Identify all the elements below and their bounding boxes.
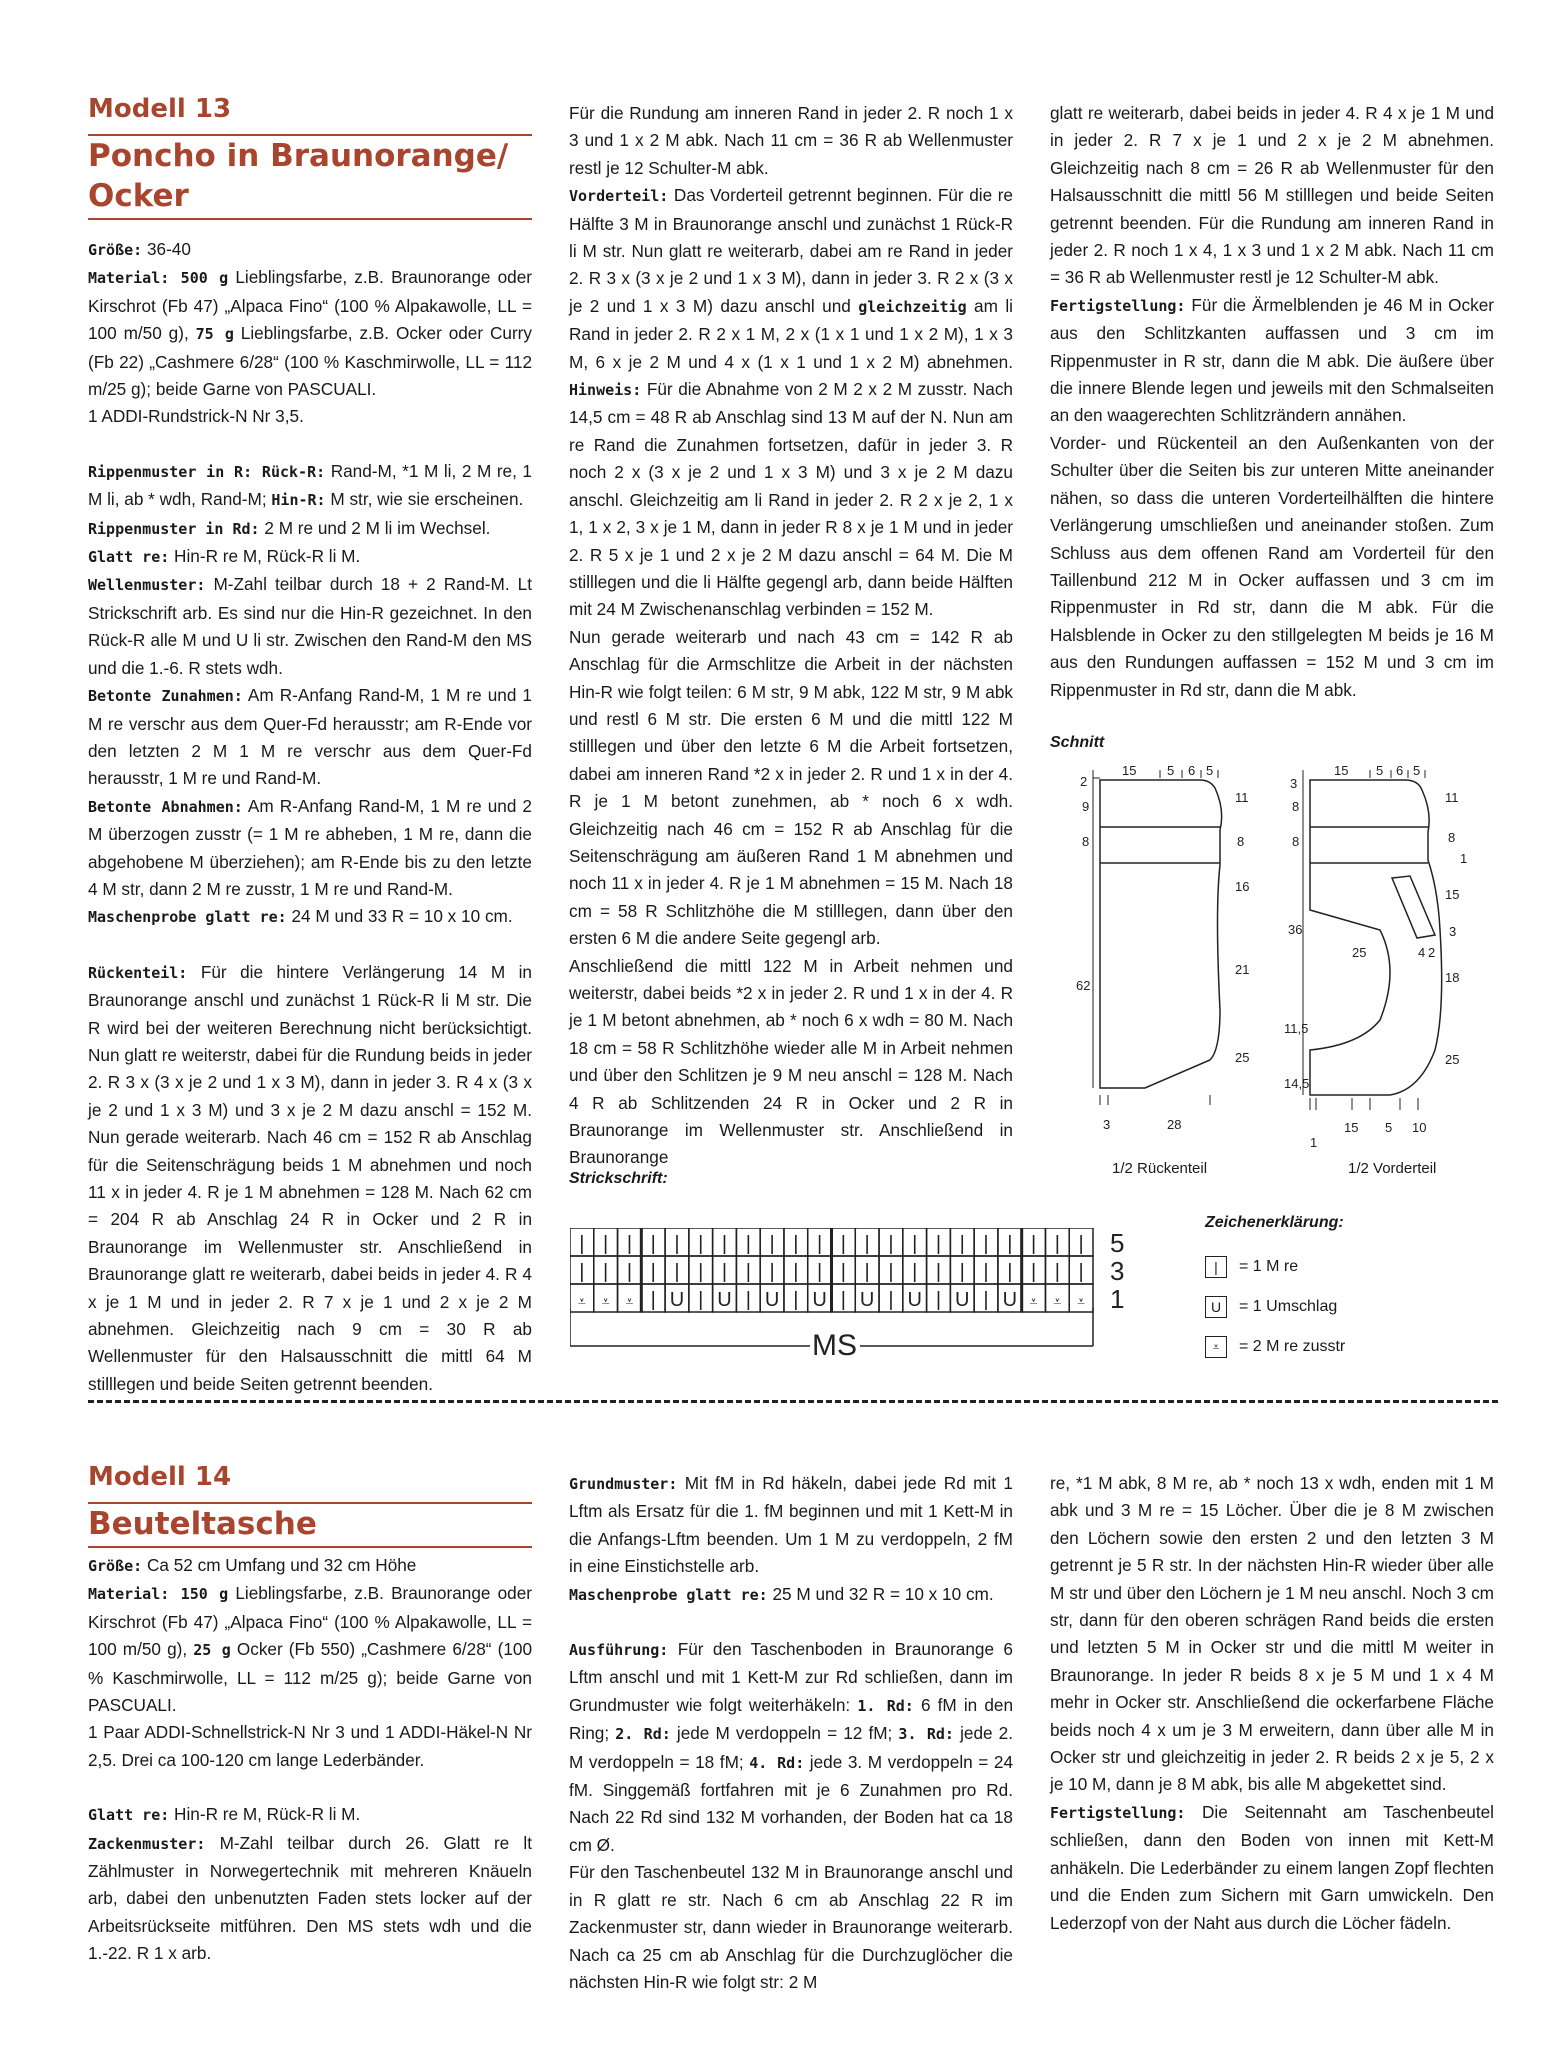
m13-col3-para-b: Vorder- und Rückenteil an den Außenkanten von der Schulter über die Seiten bis zur unteren Mitte aneinander nähen, so dass die unteren Vorderteilhälften die hintere Verlängerung umschließen und aneinander stoßen. Zum Schluss aus dem offenen Rand am Vorderteil für den Taillenbund 212 M in Ocker auffassen und 3 cm im Rippenmuster in Rd str, dann die M abk. Für die Halsblende in Ocker zu den stillgelegten M beids je 16 M aus den Rundungen auffassen = 152 M und 3 cm im Rippenmuster in Rd str, dann die M abk. xyxy=(1050,432,1494,700)
bag-stockinette-text: Hin-R re M, Rück-R li M. xyxy=(169,1804,361,1825)
knit-cell-icon: | xyxy=(959,1233,965,1255)
modell-14-rule-bottom xyxy=(88,1546,532,1548)
knit-cell-icon: | xyxy=(912,1261,918,1283)
knit-symbol-icon: | xyxy=(1205,1256,1227,1278)
round-2-label: 2. Rd: xyxy=(615,1725,671,1744)
size-value: 36-40 xyxy=(142,239,191,259)
knit-cell-icon: | xyxy=(1030,1233,1037,1255)
yarnover-cell-icon: U xyxy=(859,1289,875,1311)
front-text-a: Das Vorderteil getrennt beginnen. Für die re Hälfte 3 M in Braunorange anschl und zunächst 1 Rück-R li M str. Nun glatt re weiterarb, dabei am re Rand in jeder 2. R 3 x (3 x je 2 und 1 x 3 M), dann in jeder 3. R 2 x (3 x je 2 und 1 x 3 M) dazu anschl und xyxy=(569,185,1013,316)
dim-front-15b: 15 xyxy=(1344,1120,1359,1135)
material-text-2: Lieblingsfarbe, z.B. Ocker oder Curry (Fb 22) „Cashmere 6/28“ (100 % Kaschmirwolle, LL = 112 m/25 g); beide Garne von PASCUALI. xyxy=(88,323,532,400)
execution-text-c: jede M verdoppeln = 12 fM; xyxy=(670,1723,899,1744)
knit-cell-icon: | xyxy=(698,1289,704,1311)
dim-front-5: 5 xyxy=(1376,763,1384,778)
dim-back-6: 6 xyxy=(1188,763,1196,778)
m14-col-3 xyxy=(1050,1470,1494,1937)
dim-front-8b: 8 xyxy=(1292,834,1300,849)
yarnover-cell-icon: U xyxy=(812,1289,827,1311)
yarnover-cell-icon: U xyxy=(669,1289,685,1311)
zigzag-label: Zackenmuster: xyxy=(88,1834,206,1853)
dim-front-115: 11,5 xyxy=(1284,1021,1309,1036)
knit-cell-icon: | xyxy=(579,1233,585,1255)
knit-cell-icon: | xyxy=(650,1233,656,1255)
yarnover-cell-icon: U xyxy=(717,1289,732,1311)
bag-size-value: Ca 52 cm Umfang und 32 cm Höhe xyxy=(142,1555,417,1575)
knit-cell-icon: | xyxy=(888,1289,894,1311)
dim-back-15: 15 xyxy=(1122,763,1137,778)
m13-col3-para-a: glatt re weiterarb, dabei beids in jeder 4. R 4 x je 1 M und in jeder 2. R 7 x je 1 und 2 x je 2 M abnehmen. Gleichzeitig nach 8 cm = 26 R ab Wellenmuster für den Halsausschnitt die mittl 56 M stilllegen und beide Seiten getrennt beenden. Für die Rundung am inneren Rand in jeder 2. R noch 1 x 4, 1 x 3 und 1 x 2 M abk. Nach 11 cm = 36 R ab Wellenmuster restl je 12 Schulter-M abk. xyxy=(1050,103,1494,288)
k2tog-symbol-icon: ⩡ xyxy=(1205,1336,1227,1358)
modell-13-title xyxy=(88,136,508,216)
strickschrift-label: Strickschrift: xyxy=(569,1170,668,1187)
knit-cell-icon: | xyxy=(674,1261,680,1283)
dim-back-5b: 5 xyxy=(1206,763,1214,778)
knit-cell-icon: | xyxy=(864,1233,870,1255)
legend-yo xyxy=(1205,1296,1337,1318)
knit-cell-icon: | xyxy=(817,1233,823,1255)
bag-needles-text: 1 Paar ADDI-Schnellstrick-N Nr 3 und 1 ADDI-Häkel-N Nr 2,5. Drei ca 100-120 cm lange Lederbänder. xyxy=(88,1722,532,1770)
dim-front-15: 15 xyxy=(1334,763,1349,778)
back-piece-label: 1/2 Rückenteil xyxy=(1112,1160,1208,1177)
schnitt-label: Schnitt xyxy=(1050,734,1105,751)
m14-col-2 xyxy=(569,1470,1013,1996)
rib-row-label: Rippenmuster in R: Rück-R: xyxy=(88,462,326,481)
knit-cell-icon: | xyxy=(888,1261,894,1283)
knit-cell-icon: | xyxy=(721,1233,728,1255)
yarnover-symbol-icon: U xyxy=(1205,1296,1227,1318)
m14-col-1 xyxy=(88,1552,532,1968)
dim-front-25: 25 xyxy=(1352,945,1367,960)
front-text-b: am li Rand in jeder 2. R 2 x 1 M, 2 x (1 x 1 und 1 x 2 M), 1 x 3 M, 6 x je 2 M und 4 x (1 x 1 und 1 x 2 M) abnehmen. xyxy=(569,295,1013,372)
dim-front-25r: 25 xyxy=(1445,1052,1460,1067)
dim-front-2: 2 xyxy=(1428,945,1436,960)
dim-front-8: 8 xyxy=(1292,799,1300,814)
wave-label: Wellenmuster: xyxy=(88,576,206,595)
knit-cell-icon: | xyxy=(769,1233,775,1255)
knit-cell-icon: | xyxy=(1054,1233,1060,1255)
dim-front-10: 10 xyxy=(1412,1120,1427,1135)
dim-back-2: 2 xyxy=(1080,774,1088,789)
wave-text: M-Zahl teilbar durch 18 + 2 Rand-M. Lt Strickschrift arb. Es sind nur die Hin-R gezeichnet. In den Rück-R alle M und U li str. Zwischen den Rand-M den MS und die 1.-6. R stets wdh. xyxy=(88,574,532,678)
dim-back-62: 62 xyxy=(1076,978,1091,993)
execution-label: Ausführung: xyxy=(569,1641,669,1660)
bag-material-text: Lieblingsfarbe, z.B. Braunorange oder Kirschrot (Fb 47) „Alpaca Fino“ (100 % Alpakawolle, LL = 100 m/50 g), xyxy=(88,1583,532,1660)
knit-cell-icon: | xyxy=(1007,1233,1013,1255)
dim-front-145: 14,5 xyxy=(1284,1076,1310,1091)
knit-cell-icon: | xyxy=(793,1261,799,1283)
zigzag-text: M-Zahl teilbar durch 26. Glatt re lt Zählmuster in Norwegertechnik mit mehreren Knäueln arb, dabei den unbenutzten Faden stets locker auf der Arbeitsrückseite mitführen. Den MS stets wdh und die 1.-22. R 1 x arb. xyxy=(88,1832,532,1964)
front-ticks xyxy=(1303,770,1425,1110)
k2tog-cell-icon: ⩡ xyxy=(1029,1293,1038,1309)
dim-back-8r: 8 xyxy=(1237,834,1245,849)
title-line-2: Ocker xyxy=(88,178,189,214)
dim-back-3: 3 xyxy=(1103,1117,1111,1132)
dim-front-1: 1 xyxy=(1460,851,1468,866)
legend-knit-text: = 1 M re xyxy=(1239,1258,1299,1275)
note-label: Hinweis: xyxy=(569,381,642,400)
finishing-text: Für die Ärmelblenden je 46 M in Ocker aus den Schlitzkanten auffassen und 3 cm im Rippenmuster in R str, dann die M abk. Die äußere über die innere Blende legen und jeweils mit den Schmalseiten an den waagerechten Schlitzrändern annähen. xyxy=(1050,294,1494,426)
rib-row-text: Rand-M, *1 M li, 2 M re, 1 M li, ab * wdh, Rand-M; xyxy=(88,460,532,510)
knit-cell-icon: | xyxy=(793,1289,799,1311)
dim-front-36: 36 xyxy=(1288,922,1303,937)
m13-col-3 xyxy=(1050,100,1494,704)
knit-cell-icon: | xyxy=(840,1289,846,1311)
knit-cell-icon: | xyxy=(888,1233,894,1255)
knit-cell-icon: | xyxy=(864,1261,870,1283)
rib-round-label: Rippenmuster in Rd: xyxy=(88,519,260,538)
legend-k2tog-text: = 2 M re zusstr xyxy=(1239,1338,1346,1355)
knit-cell-icon: | xyxy=(1078,1261,1084,1283)
dim-front-8r: 8 xyxy=(1448,830,1456,845)
knit-cell-icon: | xyxy=(626,1261,633,1283)
knit-cell-icon: | xyxy=(840,1261,846,1283)
rib-round-text: 2 M re und 2 M li im Wechsel. xyxy=(259,517,491,538)
dim-front-15r: 15 xyxy=(1445,887,1460,902)
back-piece xyxy=(1100,780,1222,1088)
dim-back-9: 9 xyxy=(1082,799,1090,814)
k2tog-cell-icon: ⩡ xyxy=(1053,1293,1062,1309)
increase-label: Betonte Zunahmen: xyxy=(88,687,243,706)
knit-cell-icon: | xyxy=(1030,1261,1037,1283)
rib-row-text-2: M str, wie sie erscheinen. xyxy=(325,489,524,510)
knit-cell-icon: | xyxy=(983,1261,989,1283)
front-piece-label: 1/2 Vorderteil xyxy=(1348,1160,1437,1177)
yarnover-cell-icon: U xyxy=(955,1289,970,1311)
dim-front-3: 3 xyxy=(1290,776,1298,791)
dim-front-5c: 5 xyxy=(1385,1120,1393,1135)
dim-front-4: 4 xyxy=(1418,945,1426,960)
ms-label: MS xyxy=(812,1329,857,1362)
knit-cell-icon: | xyxy=(650,1261,656,1283)
basic-pattern-text: Mit fM in Rd häkeln, dabei jede Rd mit 1 Lftm als Ersatz für die 1. fM beginnen und mit 1 Kett-M in die Anfangs-Lftm beenden. Um 1 M zu verdoppeln, 2 fM in eine Einstichstelle arb. xyxy=(569,1473,1013,1577)
execution-text-a: Für den Taschenboden in Braunorange 6 Lftm anschl und mit 1 Kett-M zur Rd schließen, dann im Grundmuster wie folgt weiterhäkeln: xyxy=(569,1639,1013,1715)
knit-cell-icon: | xyxy=(793,1233,799,1255)
m14-col3-para-a: re, *1 M abk, 8 M re, ab * noch 13 x wdh, enden mit 1 M abk und 3 M re = 15 Löcher. Über die je 8 M zwischen den Löchern sowie den ersten 2 und den letzten 3 M getrennt je 5 R str. In der nächsten Hin-R wieder über alle M str und über den Löchern je 1 M neu anschl. Noch 3 cm str, dann für den oberen schrägen Rand beids die ersten und letzten 5 M in Ocker str und die mittl M weiter in Braunorange. In jeder R beids 8 x je 5 M und 1 x 4 M mehr in Ocker str. Anschließend die ockerfarbene Fläche beids noch 4 x um je 3 M erweitern, dann über alle M in Ocker str und gleichzeitig in jeder 2. R beids 2 x je 5, 2 x je 10 M, dann je 8 M abk, bis alle M abgekettet sind. xyxy=(1050,1473,1494,1795)
section-divider xyxy=(88,1400,1498,1403)
basic-pattern-label: Grundmuster: xyxy=(569,1475,678,1493)
dim-back-5: 5 xyxy=(1167,763,1175,778)
row-3: 3 xyxy=(1110,1256,1125,1286)
knit-cell-icon: | xyxy=(721,1261,728,1283)
knit-cell-icon: | xyxy=(935,1261,942,1283)
rib-row-label-2: Hin-R: xyxy=(271,491,326,510)
modell-14-label: Modell 14 xyxy=(88,1462,232,1492)
back-label: Rückenteil: xyxy=(88,963,188,982)
stockinette-label: Glatt re: xyxy=(88,548,170,567)
knit-cell-icon: | xyxy=(745,1289,751,1311)
knit-cell-icon: | xyxy=(745,1261,751,1283)
knit-cell-icon: | xyxy=(912,1233,918,1255)
round-1-label: 1. Rd: xyxy=(857,1696,914,1715)
modell-13-label: Modell 13 xyxy=(88,94,232,124)
knit-cell-icon: | xyxy=(745,1233,751,1255)
knit-cell-icon: | xyxy=(603,1233,609,1255)
legend-knit xyxy=(1205,1256,1298,1278)
row-1: 1 xyxy=(1110,1284,1125,1314)
knit-cell-icon: | xyxy=(959,1261,965,1283)
dim-front-1b: 1 xyxy=(1310,1135,1318,1150)
dim-front-11: 11 xyxy=(1445,790,1459,805)
knit-cell-icon: | xyxy=(698,1233,704,1255)
dim-back-8: 8 xyxy=(1082,834,1090,849)
k2tog-cell-icon: ⩡ xyxy=(577,1293,586,1309)
bag-material-amount-2: 25 g xyxy=(193,1641,231,1660)
strickschrift-chart xyxy=(570,1228,1130,1362)
knit-cell-icon: | xyxy=(626,1233,633,1255)
increase-text: Am R-Anfang Rand-M, 1 M re und 1 M re verschr aus dem Quer-Fd herausstr; am R-Ende vor den letzten 2 M 1 M re verschr aus dem Quer-Fd herausstr, 1 M re und Rand-M. xyxy=(88,685,532,789)
knit-cell-icon: | xyxy=(698,1261,704,1283)
yarnover-cell-icon: U xyxy=(1002,1289,1018,1311)
schnitt-diagram xyxy=(1060,750,1500,1180)
m14-col2-para-b: Für den Taschenbeutel 132 M in Braunorange anschl und in R glatt re str. Nach 6 cm ab Anschlag 22 R im Zackenmuster str, dann wieder in Braunorange weiterarb. Nach ca 25 cm ab Anschlag für die Durchzuglöcher die nächsten Hin-R wie folgt str: 2 M xyxy=(569,1862,1013,1992)
stockinette-text: Hin-R re M, Rück-R li M. xyxy=(169,546,361,567)
round-4-label: 4. Rd: xyxy=(749,1753,805,1772)
bag-stockinette-label: Glatt re: xyxy=(88,1806,170,1825)
dim-front-18: 18 xyxy=(1445,970,1460,985)
m13-col-1 xyxy=(88,236,532,1398)
front-label: Vorderteil: xyxy=(569,187,669,206)
execution-text-b: 6 fM in den Ring; xyxy=(569,1694,1014,1744)
decrease-label: Betonte Abnahmen: xyxy=(88,797,243,816)
row-5: 5 xyxy=(1110,1228,1125,1258)
knit-cell-icon: | xyxy=(935,1289,942,1311)
bag-size-label: Größe: xyxy=(88,1557,143,1575)
back-ticks xyxy=(1093,770,1218,1105)
modell-14-title: Beuteltasche xyxy=(88,1506,317,1542)
yarnover-cell-icon: U xyxy=(907,1289,922,1311)
knit-cell-icon: | xyxy=(674,1233,680,1255)
m13-col2-para-c: Anschließend die mittl 122 M in Arbeit nehmen und weiterstr, dabei beids *2 x in jeder 2. R und 1 x in der 4. R je 1 M betont abnehmen, ab * noch 6 x wdh = 80 M. Nach 18 cm = 58 R Schlitzhöhe wieder alle M in Arbeit nehmen und über den Schlitzen je 9 M neu anschl = 128 M. Nach 4 R ab Schlitzenden 24 R in Ocker und 2 R in Braunorange im Wellenmuster str. Anschließend in Braunorange xyxy=(569,955,1013,1168)
modell-13-rule-bottom xyxy=(88,218,532,220)
knit-cell-icon: | xyxy=(650,1289,656,1311)
legend-title: Zeichenerklärung: xyxy=(1205,1214,1344,1231)
execution-text-d: jede 2. M verdoppeln = 18 fM; xyxy=(569,1723,1014,1772)
m13-col2-para-a: Für die Rundung am inneren Rand in jeder 2. R noch 1 x 3 und 1 x 2 M abk. Nach 11 cm = 36 R ab Wellenmuster restl je 12 Schulter-M abk. xyxy=(569,103,1013,178)
simultaneously-label: gleichzeitig xyxy=(858,297,967,316)
front-text-c: Für die Abnahme von 2 M 2 x 2 M zusstr. Nach 14,5 cm = 48 R ab Anschlag sind 13 M auf der N. Nun am re Rand die Zunahmen fortsetzen, dafür in jeder 3. R noch 2 x (3 x je 2 und 1 x 3 M) und 3 x je 2 M dazu anschl. Gleichzeitig am li Rand in jeder 2. R 2 x je 2, 1 x 1, 1 x 2, 3 x je 1 M, dann in jeder R 8 x je 1 M und in jeder 2. R 5 x je 1 und 2 x je 2 M dazu anschl = 64 M. Die M stilllegen und die li Hälfte gegengl arb, dann beide Hälften mit 24 M Zwischenanschlag verbinden = 152 M. xyxy=(569,379,1013,620)
dim-back-21: 21 xyxy=(1235,962,1250,977)
size-label: Größe: xyxy=(88,241,143,259)
knit-cell-icon: | xyxy=(983,1289,989,1311)
dim-back-16: 16 xyxy=(1235,879,1250,894)
title-line-1: Poncho in Braunorange/ xyxy=(88,138,509,174)
k2tog-cell-icon: ⩡ xyxy=(625,1293,634,1309)
dim-back-11: 11 xyxy=(1235,790,1249,805)
k2tog-cell-icon: ⩡ xyxy=(601,1293,610,1309)
dim-front-5b: 5 xyxy=(1413,763,1421,778)
back-text: Für die hintere Verlängerung 14 M in Braunorange anschl und zunächst 1 Rück-R li M str. Die R wird bei der weiteren Berechnung nicht berücksichtigt. Nun glatt re weiterstr, dabei für die Rundung beids in jeder 2. R 3 x (3 x je 2 und 1 x 3 M), dann in jeder 3. R 4 x (3 x je 2 und 1 x 3 M) und 3 x je 2 M dazu anschl = 152 M. Nun gerade weiterarb. Nach 46 cm = 152 R ab Anschlag für die Seitenschrägung beids 1 M abnehmen und noch 11 x in jeder 4. R je 1 M abnehmen = 128 M. Nach 62 cm = 204 R ab Anschlag 24 R in Ocker und 2 R in Braunorange im Wellenmuster str. Anschließend in Braunorange glatt re weiterarb, dabei beids in jeder 4. R 4 x je 1 M und in jeder 2. R 7 x je 1 und 2 x je 2 M abnehmen. Gleichzeitig nach 9 cm = 30 R ab Wellenmuster für den Halsausschnitt die mittl 64 M stilllegen und beide Seiten getrennt beenden. xyxy=(88,961,532,1394)
execution-text-e: jede 3. M verdoppeln = 24 fM. Singgemäß fortfahren mit je 6 Zunahmen pro Rd. Nach 22 Rd sind 132 M vorhanden, der Boden hat ca 18 cm Ø. xyxy=(569,1751,1014,1855)
knit-cell-icon: | xyxy=(983,1233,989,1255)
material-amount-2: 75 g xyxy=(195,325,234,344)
bag-material-text-2: Ocker (Fb 550) „Cashmere 6/28“ (100 % Kaschmirwolle, LL = 112 m/25 g); beide Garne von PASCUALI. xyxy=(88,1639,533,1716)
legend-k2tog xyxy=(1205,1336,1345,1358)
m13-col-2 xyxy=(569,100,1013,1172)
k2tog-cell-icon: ⩡ xyxy=(1077,1293,1086,1309)
knit-cell-icon: | xyxy=(1007,1261,1013,1283)
material-text: Lieblingsfarbe, z.B. Braunorange oder Kirschrot (Fb 47) „Alpaca Fino“ (100 % Alpakawolle, LL = 100 m/50 g), xyxy=(88,267,532,344)
knit-cell-icon: | xyxy=(769,1261,775,1283)
bag-material-label: Material: 150 g xyxy=(88,1585,229,1604)
bag-finishing-text: Die Seitennaht am Taschenbeutel schließen, dann den Boden von innen mit Kett-M anhäkeln. Die Lederbänder zu einem langen Zopf flechten und die Enden zum Sichern mit Garn umwickeln. Den Lederzopf von der Naht aus durch die Löcher fädeln. xyxy=(1050,1801,1494,1933)
gauge-text: 24 M und 33 R = 10 x 10 cm. xyxy=(286,906,513,927)
knit-cell-icon: | xyxy=(1054,1261,1060,1283)
needles-text: 1 ADDI-Rundstrick-N Nr 3,5. xyxy=(88,406,304,427)
bag-finishing-label: Fertigstellung: xyxy=(1050,1803,1186,1822)
knit-cell-icon: | xyxy=(579,1261,585,1283)
finishing-label: Fertigstellung: xyxy=(1050,296,1186,315)
bag-gauge-label: Maschenprobe glatt re: xyxy=(569,1585,768,1604)
m13-col2-para-b: Nun gerade weiterarb und nach 43 cm = 142 R ab Anschlag für die Armschlitze die Arbeit in der nächsten Hin-R wie folgt teilen: 6 M str, 9 M abk, 122 M str, 9 M abk und restl 6 M str. Die ersten 6 M und die mittl 122 M stilllegen und über den letzte 6 M die Arbeit fortsetzen, dabei am inneren Rand *2 x in jeder 2. R und 1 x in der 4. R je 1 M betont zunehmen, ab * noch 6 x wdh. Gleichzeitig nach 46 cm = 152 R ab Anschlag für die Seitenschrägung am äußeren Rand 1 M abnehmen und noch 11 x in jeder 4. R je 1 M abnehmen = 15 M. Nach 18 cm = 58 R Schlitzhöhe die M stilllegen, dann über den ersten 6 M die andere Seite gegengl arb. xyxy=(569,626,1013,949)
legend-yo-text: = 1 Umschlag xyxy=(1239,1298,1338,1315)
material-label: Material: 500 g xyxy=(88,269,229,288)
decrease-text: Am R-Anfang Rand-M, 1 M re und 2 M überzogen zusstr (= 1 M re abheben, 1 M re, dann die abgehobene M überziehen); am R-Ende bis zu den letzte 4 M str, dann 2 M re zusstr, 1 M re und Rand-M. xyxy=(88,795,532,899)
dim-front-6: 6 xyxy=(1396,763,1404,778)
round-3-label: 3. Rd: xyxy=(898,1725,954,1744)
knit-cell-icon: | xyxy=(817,1261,823,1283)
knit-cell-icon: | xyxy=(603,1261,609,1283)
knit-cell-icon: | xyxy=(840,1233,846,1255)
dim-front-3r: 3 xyxy=(1449,924,1457,939)
dim-back-25: 25 xyxy=(1235,1050,1250,1065)
knit-cell-icon: | xyxy=(1078,1233,1084,1255)
front-piece xyxy=(1310,780,1442,1095)
dim-back-28: 28 xyxy=(1167,1117,1182,1132)
yarnover-cell-icon: U xyxy=(764,1289,780,1311)
bag-gauge-text: 25 M und 32 R = 10 x 10 cm. xyxy=(767,1583,994,1604)
knit-cell-icon: | xyxy=(935,1233,942,1255)
gauge-label: Maschenprobe glatt re: xyxy=(88,908,287,927)
